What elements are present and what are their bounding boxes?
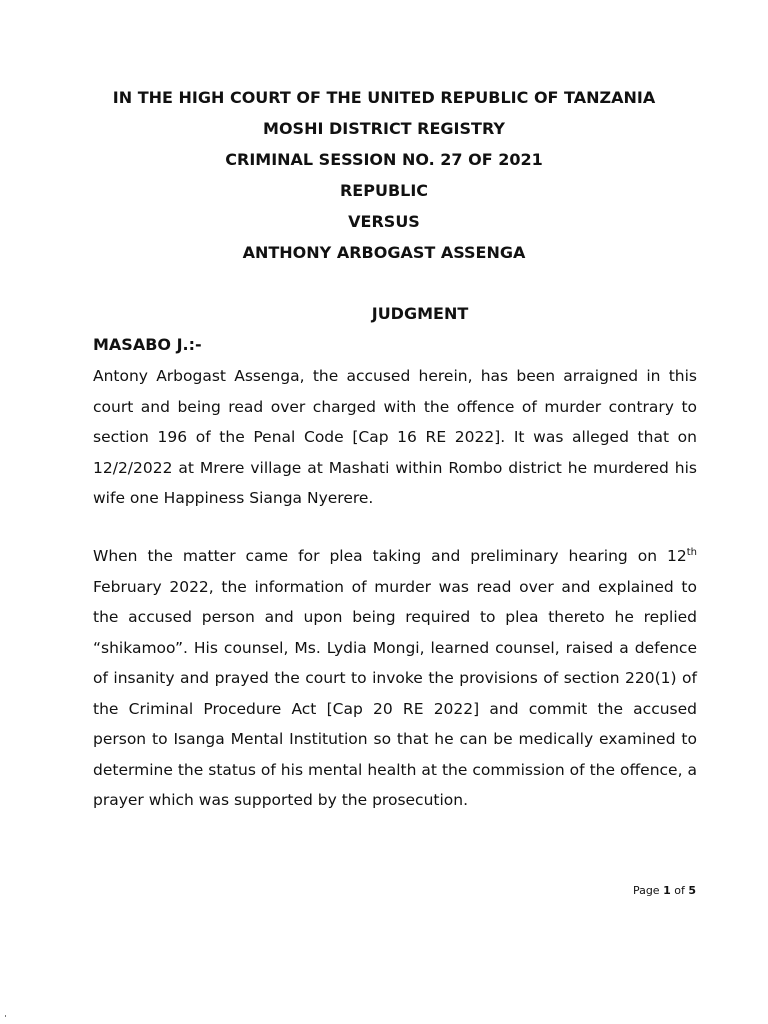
scan-speck [5,1015,6,1017]
court-heading: IN THE HIGH COURT OF THE UNITED REPUBLIC OF TANZANIA [112,88,656,107]
paragraph-2-start: When the matter came for plea taking and preliminary hearing on 12 [93,547,687,565]
page-word: Page [632,884,660,897]
paragraph-2-rest: February 2022, the information of murder was read over and explained to the accused person and upon being required to plea thereto he replied “shikamoo”. His counsel, Ms. Lydia Mongi, learned counsel, raised a defence of insanity and prayed the court to invoke the provisions of section 220(1) of the Criminal Procedure Act [Cap 20 RE 2022] and commit the accused person to Isanga Mental Institution so that he can be medically examined to determine the status of his mental health at the commission of the offence, a prayer which was supported by the prosecution. [93,577,697,809]
paragraph-1: Antony Arbogast Assenga, the accused herein, has been arraigned in this court and being read over charged with the offence of murder contrary to section 196 of the Penal Code [Cap 16 RE 2022]. It was alleged that on 12/2/2022 at Mrere village at Mashati within Rombo district he murdered his wife one Happiness Sianga Nyerere. [93,367,697,507]
session-heading: CRIMINAL SESSION NO. 27 OF 2021 [225,150,543,169]
judge-name: MASABO J.:- [93,335,202,354]
party-two-heading: ANTHONY ARBOGAST ASSENGA [242,243,526,262]
page-total: 5 [688,884,696,897]
document-title: JUDGMENT [371,304,469,323]
versus-heading: VERSUS [348,212,420,231]
party-one-heading: REPUBLIC [339,181,429,200]
ordinal-superscript: th [686,546,697,558]
of-word: of [674,884,685,897]
registry-heading: MOSHI DISTRICT REGISTRY [263,119,505,138]
page-current: 1 [663,884,671,897]
page-number [633,884,696,898]
paragraph-2 [93,541,697,816]
